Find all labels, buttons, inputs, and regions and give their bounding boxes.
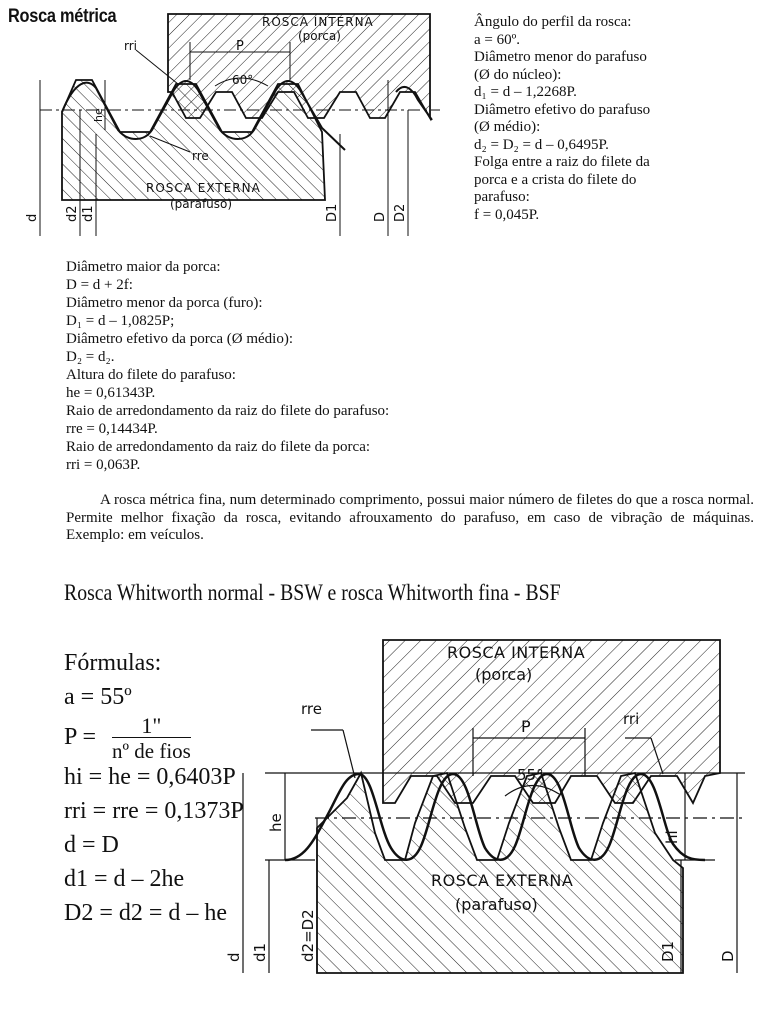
formulas-title: Fórmulas: bbox=[64, 650, 162, 676]
text-line: D₁ = d – 1,0825P; bbox=[66, 313, 175, 329]
nut-properties-text bbox=[66, 258, 756, 474]
text-line: Diâmetro menor da porca (furo): bbox=[66, 295, 263, 311]
section-title-metric: Rosca métrica bbox=[8, 6, 117, 27]
text-line: D = d + 2f: bbox=[66, 277, 133, 293]
fine-thread-paragraph bbox=[66, 492, 754, 545]
external-label: ROSCA EXTERNA bbox=[431, 871, 574, 890]
internal-label: ROSCA INTERNA bbox=[262, 15, 374, 29]
dim-D2: D2 bbox=[393, 203, 408, 222]
text-line: Diâmetro efetivo da porca (Ø médio): bbox=[66, 331, 293, 347]
internal-sub: (porca) bbox=[298, 29, 341, 43]
text-line: rre = 0,14434P. bbox=[66, 421, 158, 437]
formula-h: hi = he = 0,6403P bbox=[64, 764, 236, 790]
dim-d1: d1 bbox=[251, 942, 269, 962]
rri-label: rri bbox=[623, 710, 640, 728]
dim-d2: d2 bbox=[65, 205, 80, 222]
paragraph-text: A rosca métrica fina, num determinado comprimento, possui maior número de filetes do que a rosca normal. Permite melhor fixação da rosca, evitando afrouxamento do parafuso, em caso de vibração de máquinas. Exemplo: em veículos. bbox=[66, 492, 754, 543]
dim-d: d bbox=[25, 213, 40, 222]
pitch-label: P bbox=[236, 39, 244, 54]
whitworth-thread-diagram bbox=[215, 628, 765, 1018]
text-line: he = 0,61343P. bbox=[66, 385, 156, 401]
text-line: Diâmetro maior da porca: bbox=[66, 259, 221, 275]
text-line: rri = 0,063P. bbox=[66, 457, 141, 473]
internal-sub: (porca) bbox=[475, 665, 533, 684]
text-line: d₂ = D₂ = d – 0,6495P. bbox=[474, 136, 609, 153]
text-line: Diâmetro efetivo do parafuso bbox=[474, 101, 651, 118]
text-line: (Ø médio): bbox=[474, 119, 541, 135]
formula-d1: d1 = d – 2he bbox=[64, 866, 185, 892]
dim-d2-D2: d2=D2 bbox=[299, 909, 317, 962]
section-title-whitworth: Rosca Whitworth normal - BSW e rosca Whitworth fina - BSF bbox=[64, 580, 561, 605]
formula-dD: d = D bbox=[64, 832, 119, 858]
text-line: (Ø do núcleo): bbox=[474, 66, 562, 83]
text-line: Raio de arredondamento da raiz do filete do parafuso: bbox=[66, 403, 390, 419]
text-line: d₁ = d – 1,2268P. bbox=[474, 84, 577, 100]
rre-label: rre bbox=[192, 149, 209, 163]
dim-d1: d1 bbox=[81, 205, 96, 222]
text-line: a = 60º. bbox=[474, 31, 521, 48]
rri-label: rri bbox=[124, 39, 137, 53]
text-line: f = 0,045P. bbox=[474, 206, 540, 223]
text-line: Diâmetro menor do parafuso bbox=[474, 49, 647, 65]
pitch-label: P bbox=[521, 717, 531, 736]
text-line: Raio de arredondamento da raiz do filete da porca: bbox=[66, 439, 371, 455]
dim-D1: D1 bbox=[659, 940, 677, 962]
text-line: D₂ = d₂. bbox=[66, 349, 115, 365]
dim-d: d bbox=[225, 952, 243, 962]
external-sub: (parafuso) bbox=[170, 197, 233, 211]
rre-label: rre bbox=[301, 700, 322, 718]
dim-D1: D1 bbox=[325, 203, 340, 222]
text-line: Ângulo do perfil da rosca: bbox=[474, 14, 632, 30]
internal-label: ROSCA INTERNA bbox=[447, 643, 586, 662]
dim-he: he bbox=[267, 813, 285, 832]
formula-r: rri = rre = 0,1373P bbox=[64, 798, 244, 824]
formula-p-fraction bbox=[112, 712, 191, 763]
dim-D: D bbox=[373, 211, 388, 222]
dim-D: D bbox=[719, 950, 737, 962]
metric-thread-diagram bbox=[0, 0, 470, 250]
text-line: parafuso: bbox=[474, 189, 530, 205]
formula-p-denominator: nº de fios bbox=[112, 738, 191, 763]
text-line: Altura do filete do parafuso: bbox=[66, 367, 236, 383]
text-line: Folga entre a raiz do filete da bbox=[474, 154, 650, 170]
angle-label: 60° bbox=[232, 73, 254, 87]
formula-a: a = 55º bbox=[64, 684, 132, 710]
angle-label: 55° bbox=[517, 766, 544, 784]
metric-properties-text bbox=[474, 14, 764, 224]
text-line: porca e a crista do filete do bbox=[474, 171, 637, 188]
dim-hi: hi bbox=[663, 830, 681, 844]
formula-D2: D2 = d2 = d – he bbox=[64, 900, 228, 926]
formula-p-left: P = bbox=[64, 724, 96, 750]
dim-he: he bbox=[92, 108, 105, 122]
formula-p-numerator: 1" bbox=[141, 712, 162, 738]
external-label: ROSCA EXTERNA bbox=[146, 181, 261, 195]
external-sub: (parafuso) bbox=[455, 895, 538, 914]
